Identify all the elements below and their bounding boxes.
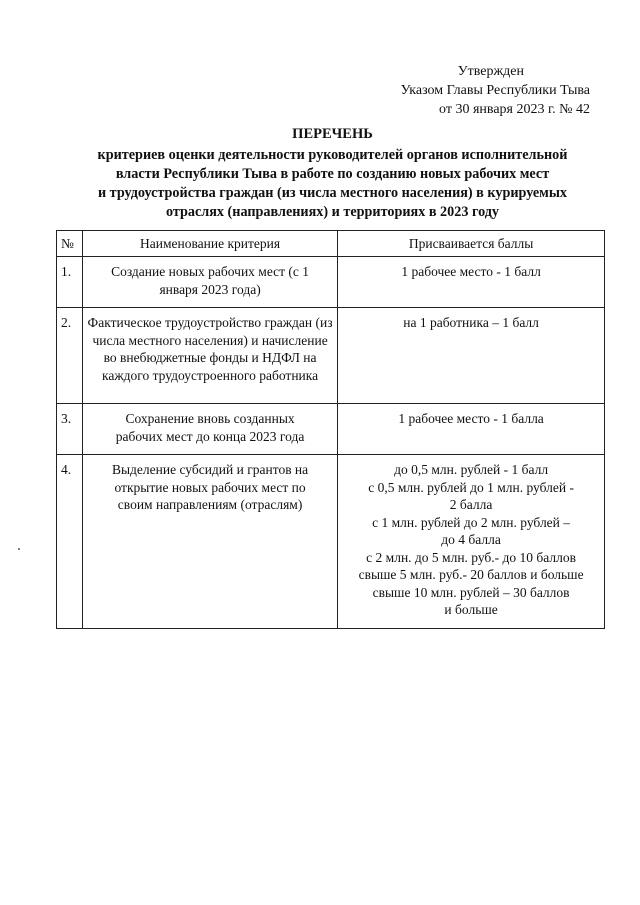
- table-row: [57, 404, 605, 455]
- heading-line: критериев оценки деятельности руководителей органов исполнительной: [97, 147, 568, 163]
- column-header-score: Присваивается баллы: [338, 231, 605, 257]
- heading-line: власти Республики Тыва в работе по созданию новых рабочих мест: [115, 166, 550, 182]
- approval-block: [360, 62, 590, 119]
- row-number: 1.: [57, 257, 83, 308]
- approval-line-approved: Утвержден: [457, 64, 524, 79]
- score-line: 1 рабочее место - 1 балла: [398, 411, 544, 426]
- criterion-text: Сохранение вновь созданных рабочих мест до конца 2023 года: [115, 411, 305, 444]
- criterion-score: [338, 308, 605, 404]
- criterion-score: [338, 404, 605, 455]
- score-line: 1 рабочее место - 1 балл: [401, 264, 541, 279]
- row-number: 2.: [57, 308, 83, 404]
- score-line: до 4 балла: [441, 532, 501, 547]
- criterion-text: Создание новых рабочих мест (с 1 января 2023 года): [111, 264, 310, 297]
- score-line: на 1 работника – 1 балл: [403, 315, 539, 330]
- score-line: до 0,5 млн. рублей - 1 балл: [394, 462, 549, 477]
- scan-speck: [18, 548, 20, 550]
- approval-line-date: от 30 января 2023 г. № 42: [439, 102, 590, 117]
- table-row: [57, 308, 605, 404]
- table-row: [57, 455, 605, 629]
- criteria-table: [56, 230, 605, 629]
- score-line: с 1 млн. рублей до 2 млн. рублей –: [372, 514, 571, 530]
- column-header-criterion: Наименование критерия: [82, 231, 337, 257]
- criterion-name: [82, 257, 337, 308]
- approval-line-decree: Указом Главы Республики Тыва: [400, 83, 590, 98]
- table-header-row: [57, 231, 605, 257]
- row-number: 3.: [57, 404, 83, 455]
- row-number: 4.: [57, 455, 83, 629]
- criterion-text: Фактическое трудоустройство граждан (из числа местного населения) и начисление во внебюджетные фонды и НДФЛ на каждого трудоустроенного работника: [87, 315, 333, 383]
- document-heading: [50, 125, 615, 222]
- score-line: 2 балла: [449, 497, 493, 512]
- criterion-name: [82, 455, 337, 629]
- document-title: ПЕРЕЧЕНЬ: [292, 126, 373, 142]
- criterion-text: Выделение субсидий и грантов на открытие новых рабочих мест по своим направлениям (отраслям): [111, 462, 309, 512]
- score-line: с 2 млн. до 5 млн. руб.- до 10 баллов: [366, 549, 576, 565]
- score-line: и больше: [444, 602, 498, 617]
- criterion-name: [82, 404, 337, 455]
- score-line: свыше 10 млн. рублей – 30 баллов: [372, 584, 570, 600]
- score-line: свыше 5 млн. руб.- 20 баллов и больше: [358, 567, 584, 582]
- criterion-name: [82, 308, 337, 404]
- score-line: с 0,5 млн. рублей до 1 млн. рублей -: [368, 479, 574, 495]
- table-row: [57, 257, 605, 308]
- criterion-score: [338, 257, 605, 308]
- criterion-score: [338, 455, 605, 629]
- heading-line: отраслях (направлениях) и территориях в 2023 году: [165, 204, 500, 220]
- column-header-number: №: [57, 231, 83, 257]
- heading-line: и трудоустройства граждан (из числа местного населения) в курируемых: [97, 185, 568, 201]
